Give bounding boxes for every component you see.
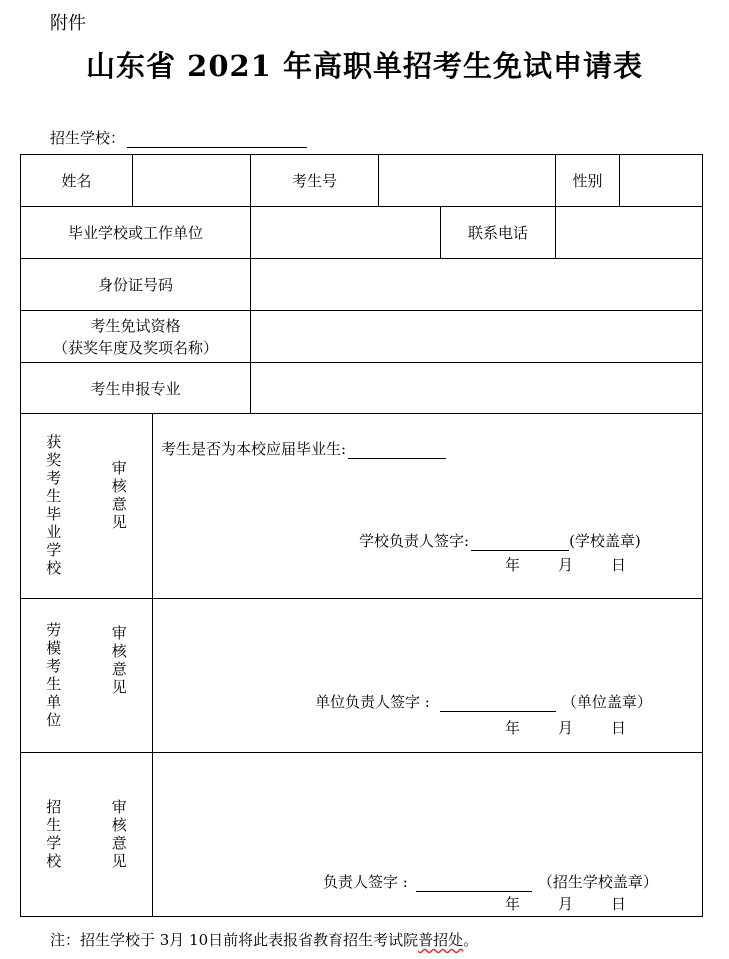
footnote-underlined: 普招处: [418, 931, 464, 949]
name-value-cell[interactable]: [133, 155, 251, 207]
school-month: 月: [558, 895, 574, 913]
gender-label: 性别: [572, 172, 603, 190]
school-date: [505, 893, 664, 914]
award-left-label: 获奖考生毕业学校: [44, 434, 63, 578]
name-label: 姓名: [61, 172, 92, 190]
grad-school-label: 毕业学校或工作单位: [67, 224, 203, 242]
award-question-line: [161, 438, 446, 459]
qualification-label-cell: [21, 311, 251, 363]
school-review-label: 审核意见: [109, 798, 128, 871]
gender-label-cell: [556, 155, 620, 207]
model-sign-label: 单位负责人签字 :: [315, 693, 430, 711]
model-date: [505, 717, 664, 738]
award-year: 年: [505, 556, 521, 574]
form-title: 山东省 2021 年高职单招考生免试申请表: [86, 49, 643, 83]
qualification-value-cell[interactable]: [251, 311, 703, 363]
model-section-label-cell: [21, 599, 153, 753]
footnote-end: 。: [463, 931, 479, 949]
award-review-cell[interactable]: [153, 414, 703, 599]
footnote-main: 注：招生学校于 3月 10日前将此表报省教育招生考试院: [50, 931, 419, 949]
grad-school-label-cell: [21, 207, 251, 259]
footnote: [50, 929, 478, 950]
model-left-label: 劳模考生单位: [44, 621, 63, 730]
award-answer-line[interactable]: [348, 444, 446, 459]
school-year: 年: [505, 895, 521, 913]
school-sign-line: [323, 871, 658, 892]
id-value-cell[interactable]: [251, 259, 703, 311]
id-label: 身份证号码: [97, 276, 173, 294]
award-section-label-cell: [21, 414, 153, 599]
application-form-table: [20, 154, 703, 917]
school-sign-blank[interactable]: [416, 877, 532, 892]
major-value-cell[interactable]: [251, 363, 703, 414]
school-review-cell[interactable]: [153, 753, 703, 917]
model-stamp-label: （单位盖章）: [561, 693, 652, 711]
model-year: 年: [505, 719, 521, 737]
award-month: 月: [558, 556, 574, 574]
school-sign-label: 负责人签字 :: [323, 873, 408, 891]
exam-no-value-cell[interactable]: [379, 155, 556, 207]
gender-value-cell[interactable]: [620, 155, 703, 207]
attachment-label: 附件: [50, 13, 86, 34]
award-sign-line: [359, 530, 641, 551]
model-sign-line: [315, 691, 652, 712]
school-stamp-label: （招生学校盖章）: [537, 873, 658, 891]
exam-no-label-cell: [251, 155, 379, 207]
award-sign-blank[interactable]: [471, 536, 569, 551]
qualification-label-line2: （获奖年度及奖项名称）: [52, 338, 218, 357]
phone-value-cell[interactable]: [556, 207, 703, 259]
model-day: 日: [611, 719, 627, 737]
award-day: 日: [611, 556, 627, 574]
qualification-label-line1: 考生免试资格: [90, 316, 181, 335]
school-day: 日: [611, 895, 627, 913]
model-review-label: 审核意见: [109, 624, 128, 697]
school-input-line[interactable]: [127, 133, 307, 148]
school-section-label-cell: [21, 753, 153, 917]
grad-school-value-cell[interactable]: [251, 207, 441, 259]
award-date: [505, 554, 664, 575]
award-stamp-label: (学校盖章): [569, 532, 641, 550]
phone-label-cell: [441, 207, 556, 259]
model-month: 月: [558, 719, 574, 737]
award-review-label: 审核意见: [109, 460, 128, 532]
school-left-label: 招生学校: [44, 798, 63, 871]
award-sign-label: 学校负责人签字:: [359, 532, 470, 550]
model-review-cell[interactable]: [153, 599, 703, 753]
major-label: 考生申报专业: [90, 379, 181, 398]
id-label-cell: [21, 259, 251, 311]
name-label-cell: [21, 155, 133, 207]
model-sign-blank[interactable]: [440, 697, 556, 712]
award-question: 考生是否为本校应届毕业生:: [161, 440, 347, 458]
school-label: 招生学校：: [50, 129, 126, 147]
phone-label: 联系电话: [467, 224, 528, 242]
exam-no-label: 考生号: [291, 172, 337, 190]
major-label-cell: [21, 363, 251, 414]
school-line: [50, 127, 307, 148]
